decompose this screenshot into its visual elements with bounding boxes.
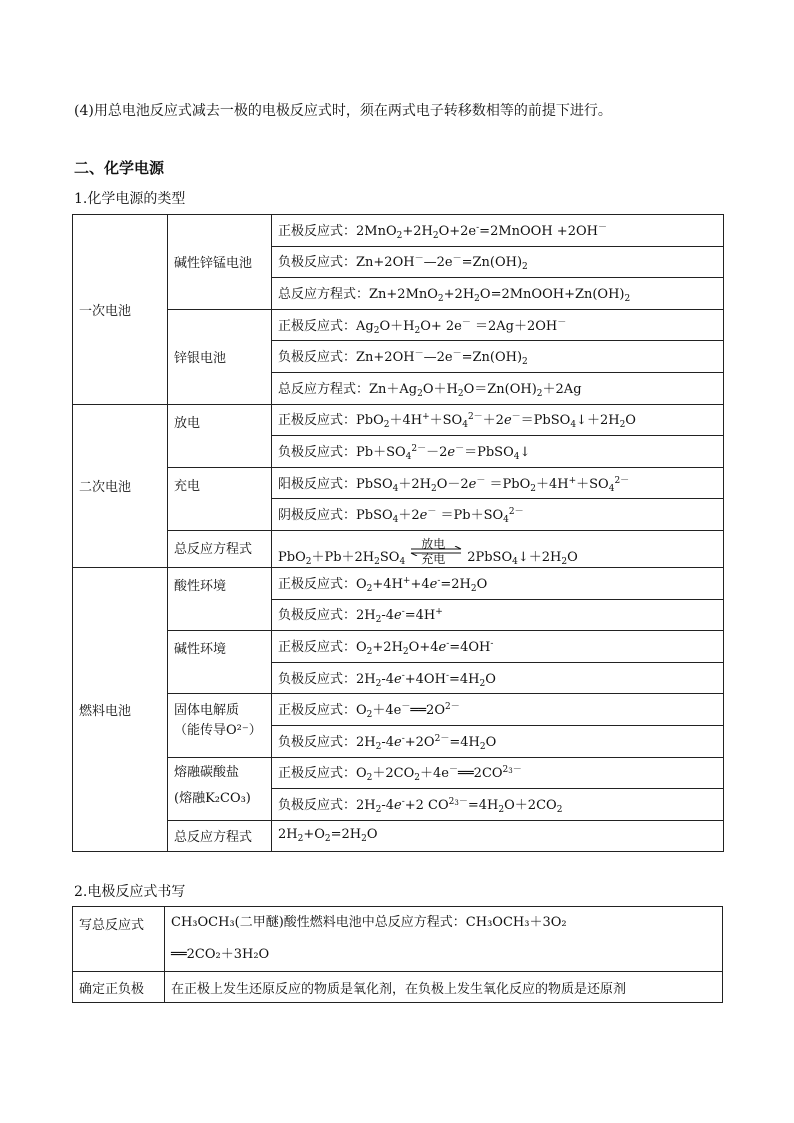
equation-cell: 阳极反应式：$PbSO_4+2H_2O-2e^- =PbO_2+4H^++SO_4^{2-}$ xyxy=(272,467,724,499)
equation-cell: 正极反应式：$O_2+2H_2O+4e^-=4OH^-$ xyxy=(272,631,724,663)
type-total: 总反应方程式 xyxy=(168,530,272,567)
equation-cell: $2H_2+O_2=2H_2O$ xyxy=(272,820,724,852)
reversible-arrow-icon xyxy=(409,537,463,565)
arrow-label-bottom: 充电 xyxy=(421,551,446,566)
table-row xyxy=(73,694,724,726)
equation-cell: 总反应方程式：$Zn+Ag_2O+H_2O=Zn(OH)_2+2Ag$ xyxy=(272,372,724,404)
type-solid xyxy=(168,694,272,757)
equation-cell: 正极反应式：$Ag_2O+H_2O+ 2e^- =2Ag+2OH^-$ xyxy=(272,309,724,341)
table-row xyxy=(73,404,724,436)
category-secondary: 二次电池 xyxy=(73,404,168,567)
type-solid-line2: （能传导O²⁻） xyxy=(174,723,262,739)
table-row xyxy=(73,757,724,789)
table-row xyxy=(73,972,723,1003)
table-row xyxy=(73,530,724,567)
row-text-total-line1: CH₃OCH₃(二甲醚)酸性燃料电池中总反应方程式：CH₃OCH₃＋3O₂ xyxy=(171,915,567,930)
equation-cell: 正极反应式：$2MnO_2+2H_2O+2e^-=2MnOOH +2OH^-$ xyxy=(272,215,724,247)
category-primary: 一次电池 xyxy=(73,215,168,405)
section-title: 二、化学电源 xyxy=(74,159,165,177)
equation-cell: 总反应方程式：$Zn+2MnO_2+2H_2O=2MnOOH+Zn(OH)_2$ xyxy=(272,278,724,310)
type-solid-line1: 固体电解质 xyxy=(174,703,240,719)
table-row xyxy=(73,567,724,599)
equation-cell: 负极反应式：$2H_2-4e^-=4H^+$ xyxy=(272,599,724,631)
row-text-electrodes: 在正极上发生还原反应的物质是氧化剂，在负极上发生氧化反应的物质是还原剂 xyxy=(165,972,723,1003)
row-label-total: 写总反应式 xyxy=(73,907,165,972)
type-zn-mn: 碱性锌锰电池 xyxy=(168,215,272,310)
type-molten-line2: (熔融K₂CO₃) xyxy=(174,790,251,806)
equation-cell: 正极反应式：$O_2+4e^-══2O^{2-}$ xyxy=(272,694,724,726)
type-base: 碱性环境 xyxy=(168,631,272,694)
type-fuel-total: 总反应方程式 xyxy=(168,820,272,852)
arrow-label-top: 放电 xyxy=(421,536,446,551)
equation-cell: 正极反应式：$PbO_2+4H^++SO_4^{2-}+2e^-=PbSO_4↓+2H_2O$ xyxy=(272,404,724,436)
table-row xyxy=(73,215,724,247)
subsection-title-writing: 2.电极反应式书写 xyxy=(74,884,186,900)
type-molten xyxy=(168,757,272,820)
type-molten-line1: 熔融碳酸盐 xyxy=(174,764,240,780)
table-row xyxy=(73,309,724,341)
type-charge: 充电 xyxy=(168,467,272,530)
table-row xyxy=(73,631,724,663)
equation-cell: 负极反应式：$Zn+2OH^-—2e^-=Zn(OH)_2$ xyxy=(272,341,724,373)
type-discharge: 放电 xyxy=(168,404,272,467)
battery-types-table xyxy=(72,214,724,852)
equation-cell: $PbO_2+Pb+2H_2SO_4$ 放电 充电 $2PbSO_4↓+2H_2O$ xyxy=(272,530,724,567)
electrode-writing-table xyxy=(72,906,723,1003)
table-row xyxy=(73,820,724,852)
row-text-total-line2: ══2CO₂＋3H₂O xyxy=(171,947,270,962)
equation-cell: 负极反应式：$Zn+2OH^-—2e^-=Zn(OH)_2$ xyxy=(272,246,724,278)
type-zn-ag: 锌银电池 xyxy=(168,309,272,404)
subsection-title-types: 1.化学电源的类型 xyxy=(74,191,186,207)
intro-note: (4)用总电池反应式减去一极的电极反应式时，须在两式电子转移数相等的前提下进行。 xyxy=(74,103,612,119)
category-fuel: 燃料电池 xyxy=(73,567,168,851)
equation-cell: 正极反应式：$O_2+2CO_2+4e^-══2CO^{2_3-}$ xyxy=(272,757,724,789)
equation-cell: 正极反应式：$O_2+4H^++4e^-=2H_2O$ xyxy=(272,567,724,599)
equation-cell: 负极反应式：$2H_2-4e^-+2O^{2-}=4H_2O$ xyxy=(272,725,724,757)
equation-cell: 负极反应式：$Pb+SO_4^{2-}-2e^-=PbSO_4↓$ xyxy=(272,436,724,468)
row-text-total xyxy=(165,907,723,972)
table-row xyxy=(73,907,723,972)
equation-cell: 负极反应式：$2H_2-4e^-+2$ $CO^{2_3-}=4H_2O+2CO_2$ xyxy=(272,789,724,821)
equation-cell: 阴极反应式：PbSO$_4$＋2e－ $=Pb+SO_4^{2-}$ xyxy=(272,499,724,531)
type-acid: 酸性环境 xyxy=(168,567,272,630)
equation-cell: 负极反应式：$2H_2-4e^-+4OH^-=4H_2O$ xyxy=(272,662,724,694)
row-label-electrodes: 确定正负极 xyxy=(73,972,165,1003)
table-row xyxy=(73,467,724,499)
